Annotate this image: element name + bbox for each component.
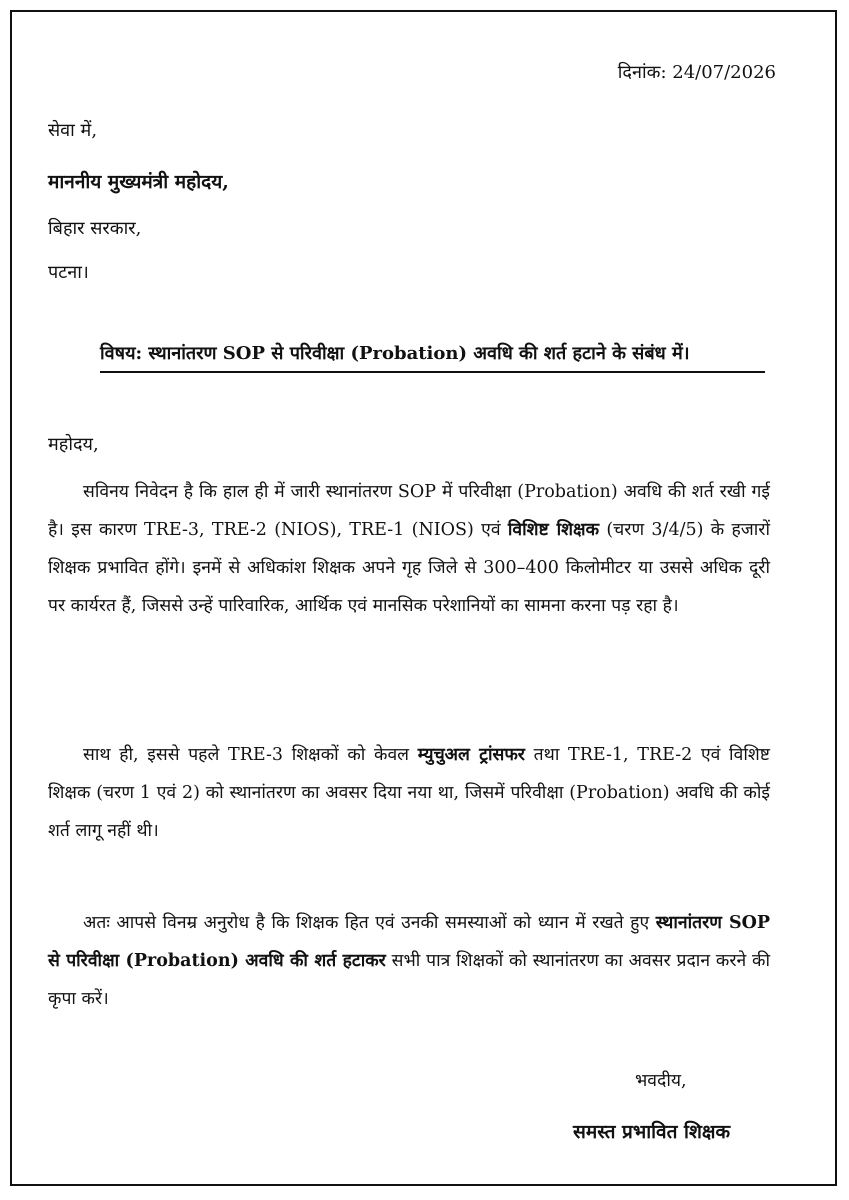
letter-date: दिनांक: 24/07/2026 — [617, 62, 776, 83]
paragraph-2-text: साथ ही, इससे पहले TRE-3 शिक्षकों को केवल — [83, 745, 418, 765]
salutation-to: सेवा में, — [48, 120, 98, 141]
address-line-1: बिहार सरकार, — [48, 218, 142, 239]
address-line-2: पटना। — [48, 262, 89, 283]
paragraph-2-bold: म्युचुअल ट्रांसफर — [417, 745, 525, 765]
paragraph-1-bold: विशिष्ट शिक्षक — [507, 520, 600, 540]
paragraph-3-text-2: सभी पात्र शिक्षकों को स्थानांतरण का अवसर प्रदान करने की कृपा करें। — [48, 951, 770, 1009]
signature: समस्त प्रभावित शिक्षक — [573, 1121, 731, 1143]
body-paragraph-3 — [48, 904, 770, 1018]
paragraph-2-text-2: तथा TRE-1, TRE-2 एवं विशिष्ट शिक्षक (चरण 1 एवं 2) को स्थानांतरण का अवसर दिया नया था, जिसमें परिवीक्षा (Probation) अवधि की कोई शर्त लागू नहीं थी। — [48, 745, 770, 841]
addressee: माननीय मुख्यमंत्री महोदय, — [48, 171, 229, 193]
paragraph-1-text: सविनय निवेदन है कि हाल ही में जारी स्थानांतरण SOP में परिवीक्षा (Probation) अवधि की शर्त रखी गई है। इस कारण TRE-3, TRE-2 (NIOS), TRE-1 (NIOS) एवं — [48, 482, 770, 540]
paragraph-3-bold: स्थानांतरण SOP से परिवीक्षा (Probation) अवधि की शर्त हटाकर — [48, 913, 770, 971]
closing: भवदीय, — [635, 1071, 687, 1091]
subject-line: विषय: स्थानांतरण SOP से परिवीक्षा (Probation) अवधि की शर्त हटाने के संबंध में। — [100, 341, 765, 373]
greeting: महोदय, — [48, 434, 99, 455]
body-paragraph-2 — [48, 736, 770, 850]
body-paragraph-1 — [48, 473, 770, 625]
paragraph-3-text: अतः आपसे विनम्र अनुरोध है कि शिक्षक हित एवं उनकी समस्याओं को ध्यान में रखते हुए — [83, 913, 656, 933]
paragraph-1-text-2: (चरण 3/4/5) के हजारों शिक्षक प्रभावित होंगे। इनमें से अधिकांश शिक्षक अपने गृह जिले से 300–400 किलोमीटर या उससे अधिक दूरी पर कार्यरत हैं, जिससे उन्हें पारिवारिक, आर्थिक एवं मानसिक परेशानियों का सामना करना पड़ रहा है। — [48, 520, 770, 616]
